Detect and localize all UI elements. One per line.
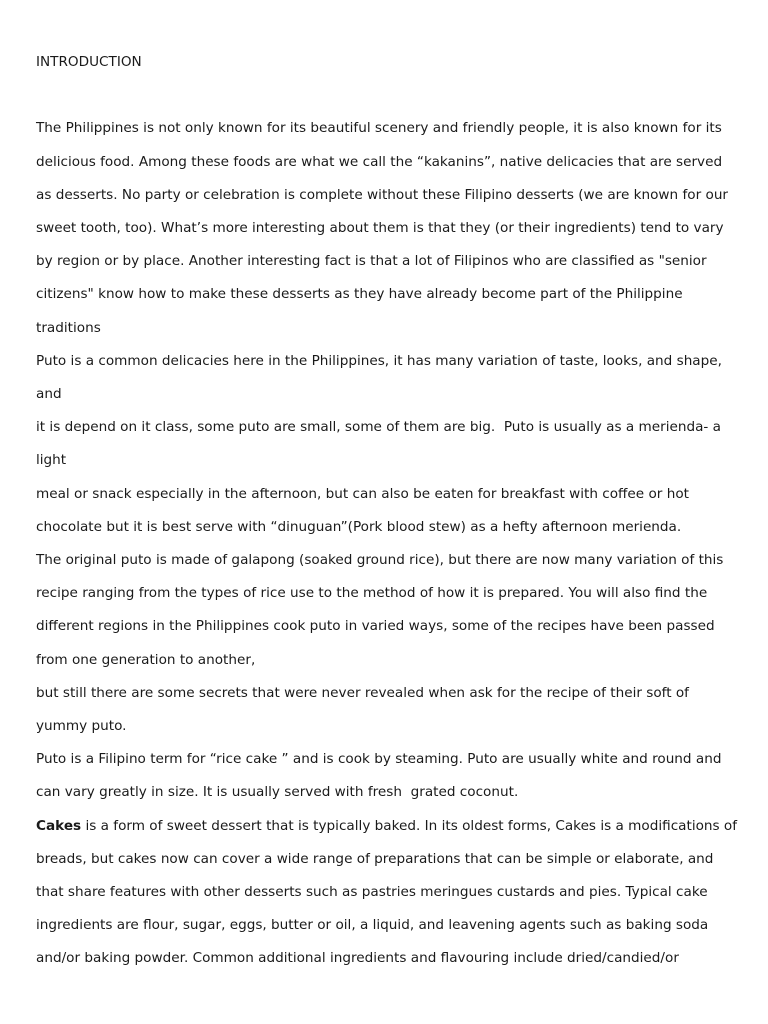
puto-paragraph-2: it is depend on it class, some puto are small, some of them are big. Puto is usually as a merienda- a light	[36, 419, 726, 469]
cakes-term: Cakes	[36, 817, 82, 834]
cakes-paragraph	[36, 810, 742, 976]
document-heading: INTRODUCTION	[36, 54, 142, 70]
intro-paragraph: The Philippines is not only known for its beautiful scenery and friendly people, it is also known for its delicious food. Among these foods are what we call the “kakanins”, native delicacies that are served as desserts. No party or celebration is complete without these Filipino desserts (we are known for our sweet tooth, too). What’s more interesting about them is that they (or their ingredients) tend to vary by region or by place. Another interesting fact is that a lot of Filipinos who are classified as "senior citizens" know how to make these desserts as they have already become part of the Philippine traditions	[36, 120, 733, 336]
puto-paragraph-3: meal or snack especially in the afternoon, but can also be eaten for breakfast with coffee or hot chocolate but it is best serve with “dinuguan”(Pork blood stew) as a hefty afternoon merienda.	[36, 485, 694, 535]
puto-paragraph-1: Puto is a common delicacies here in the Philippines, it has many variation of taste, looks, and shape, and	[36, 352, 727, 403]
puto-paragraph-6: Puto is a Filipino term for “rice cake ” and is cook by steaming. Puto are usually white and round and can vary greatly in size. It is usually served with fresh grated coconut.	[36, 751, 726, 801]
cakes-text: is a form of sweet dessert that is typically baked. In its oldest forms, Cakes is a modifications of breads, but cakes now can cover a wide range of preparations that can be simple or elaborate, and that share features with other desserts such as pastries meringues custards and pies. Typical cake ingredients are flour, sugar, eggs, butter or oil, a liquid, and leavening agents such as baking soda and/or baking powder. Common additional ingredients and flavouring include dried/candied/or	[36, 817, 742, 967]
puto-paragraph-5: but still there are some secrets that were never revealed when ask for the recipe of their soft of yummy puto.	[36, 684, 694, 735]
puto-paragraph-4: The original puto is made of galapong (soaked ground rice), but there are now many variation of this recipe ranging from the types of rice use to the method of how it is prepared. You will also find the different regions in the Philippines cook puto in varied ways, some of the recipes have been passed from one generation to another,	[36, 552, 728, 668]
